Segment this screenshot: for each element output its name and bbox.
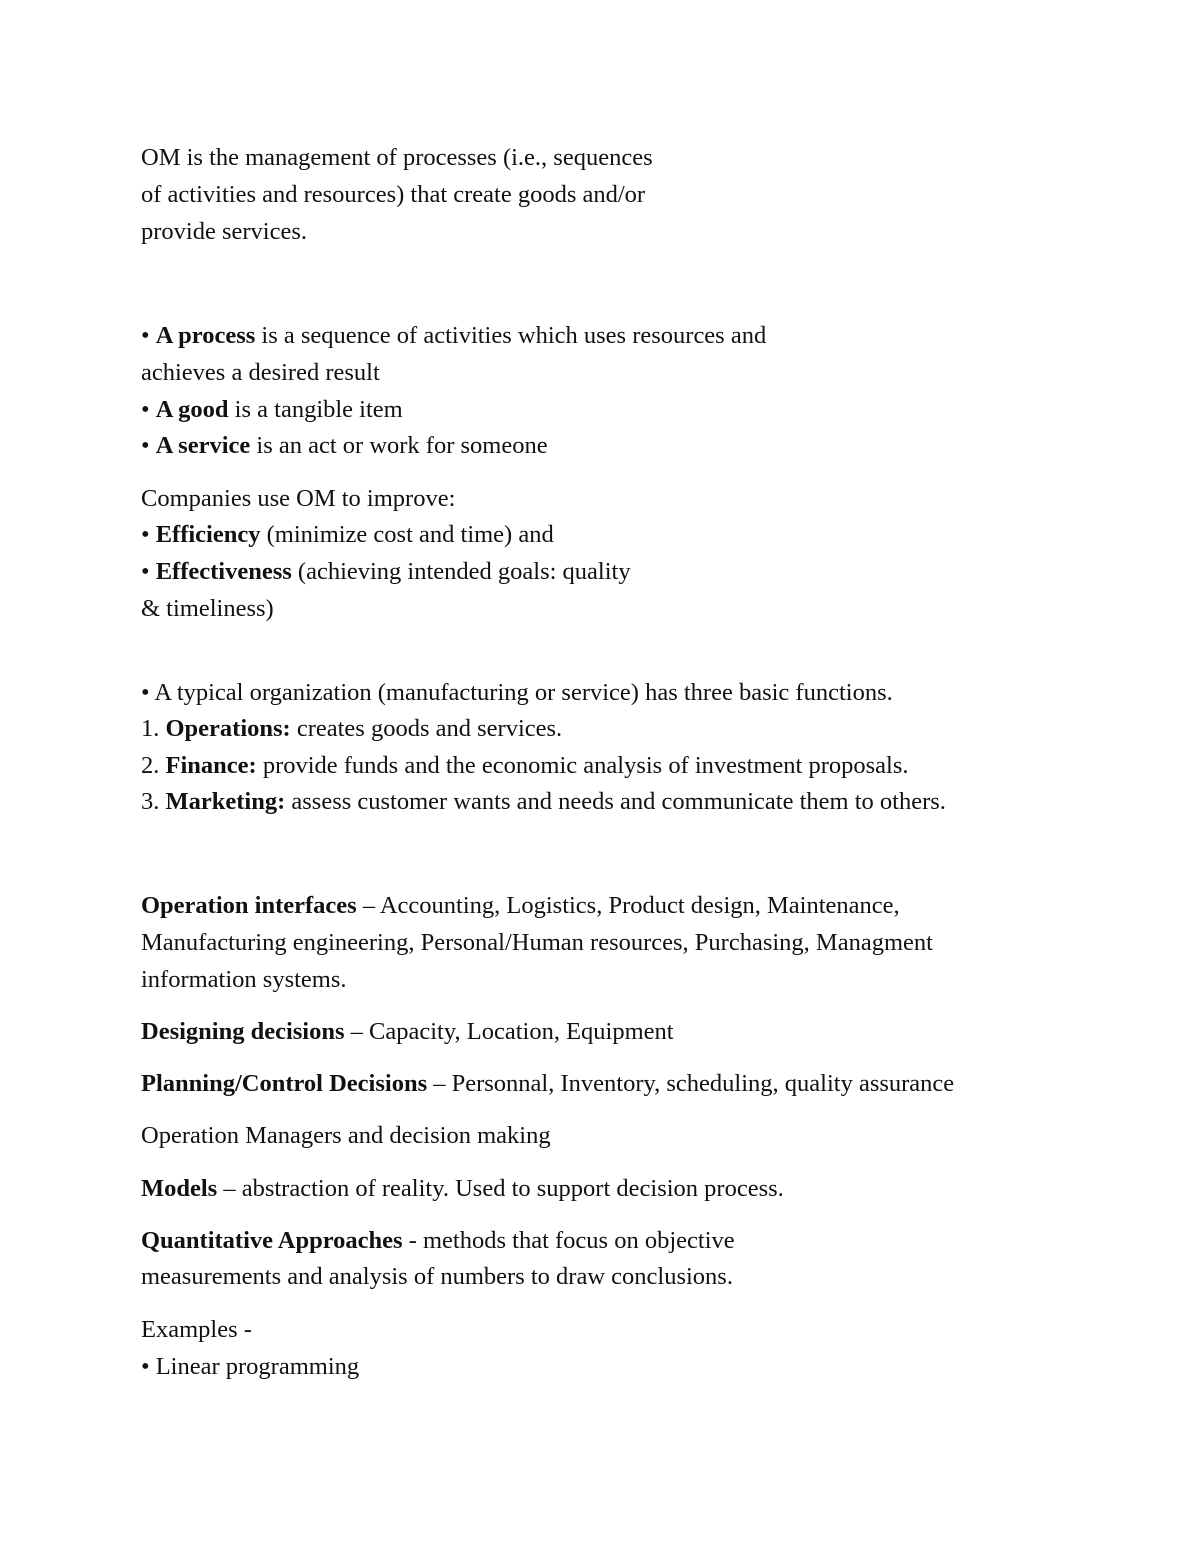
efficiency-text: (minimize cost and time) and [260,521,554,548]
term-designing-decisions: Designing decisions [141,1018,345,1045]
term-operations: Operations: [165,715,291,742]
interfaces-line-1 [141,891,900,921]
models-line [141,1174,784,1204]
term-models: Models [141,1175,218,1202]
definition-process-text: is a sequence of activities which uses resources and [255,322,767,349]
term-service: A service [155,432,251,459]
term-operation-interfaces: Operation interfaces [141,892,357,919]
function-text: creates goods and services. [290,715,563,742]
definition-service [141,431,548,461]
term-quantitative-approaches: Quantitative Approaches [141,1227,403,1254]
bullet: • [141,432,150,459]
bullet: • [141,558,150,585]
quantitative-line-2: measurements and analysis of numbers to draw conclusions. [141,1263,733,1290]
planning-text: – Personnal, Inventory, scheduling, quality assurance [427,1070,955,1097]
example-item-linear-programming: • Linear programming [141,1353,360,1380]
function-item-finance [141,751,909,781]
models-text: – abstraction of reality. Used to support decision process. [217,1175,784,1202]
function-number: 1. [141,715,166,742]
function-item-operations [141,714,562,744]
examples-heading: Examples - [141,1316,252,1343]
function-text: assess customer wants and needs and communicate them to others. [285,788,946,815]
interfaces-line-2: Manufacturing engineering, Personal/Human resources, Purchasing, Managment [141,929,933,956]
intro-line-1: OM is the management of processes (i.e., sequences [141,144,653,171]
function-text: provide funds and the economic analysis of investment proposals. [256,752,909,779]
definition-good [141,395,403,425]
bullet: • [141,396,150,423]
quantitative-text: - methods that focus on objective [402,1227,735,1254]
quantitative-line-1 [141,1226,735,1256]
function-number: 3. [141,788,166,815]
bullet: • [141,322,150,349]
function-item-marketing [141,787,946,817]
definition-service-text: is an act or work for someone [250,432,548,459]
designing-decisions [141,1017,674,1047]
planning-decisions [141,1069,954,1099]
term-marketing: Marketing: [165,788,286,815]
term-efficiency: Efficiency [155,521,261,548]
term-good: A good [155,396,229,423]
effectiveness-text: (achieving intended goals: quality [291,558,631,585]
term-finance: Finance: [165,752,257,779]
definition-good-text: is a tangible item [228,396,403,423]
interfaces-text: – Accounting, Logistics, Product design, Maintenance, [356,892,900,919]
intro-line-2: of activities and resources) that create goods and/or [141,181,646,208]
designing-text: – Capacity, Location, Equipment [344,1018,674,1045]
improve-effectiveness [141,557,631,587]
term-effectiveness: Effectiveness [155,558,292,585]
functions-intro: • A typical organization (manufacturing or service) has three basic functions. [141,679,893,706]
function-number: 2. [141,752,166,779]
improve-heading: Companies use OM to improve: [141,485,456,512]
improve-efficiency [141,520,554,550]
improve-effectiveness-cont: & timeliness) [141,595,274,622]
definition-process [141,321,766,351]
interfaces-line-3: information systems. [141,966,347,993]
definition-process-cont: achieves a desired result [141,359,380,386]
intro-line-3: provide services. [141,218,307,245]
term-planning-decisions: Planning/Control Decisions [141,1070,428,1097]
managers-line: Operation Managers and decision making [141,1122,551,1149]
bullet: • [141,521,150,548]
term-process: A process [155,322,256,349]
